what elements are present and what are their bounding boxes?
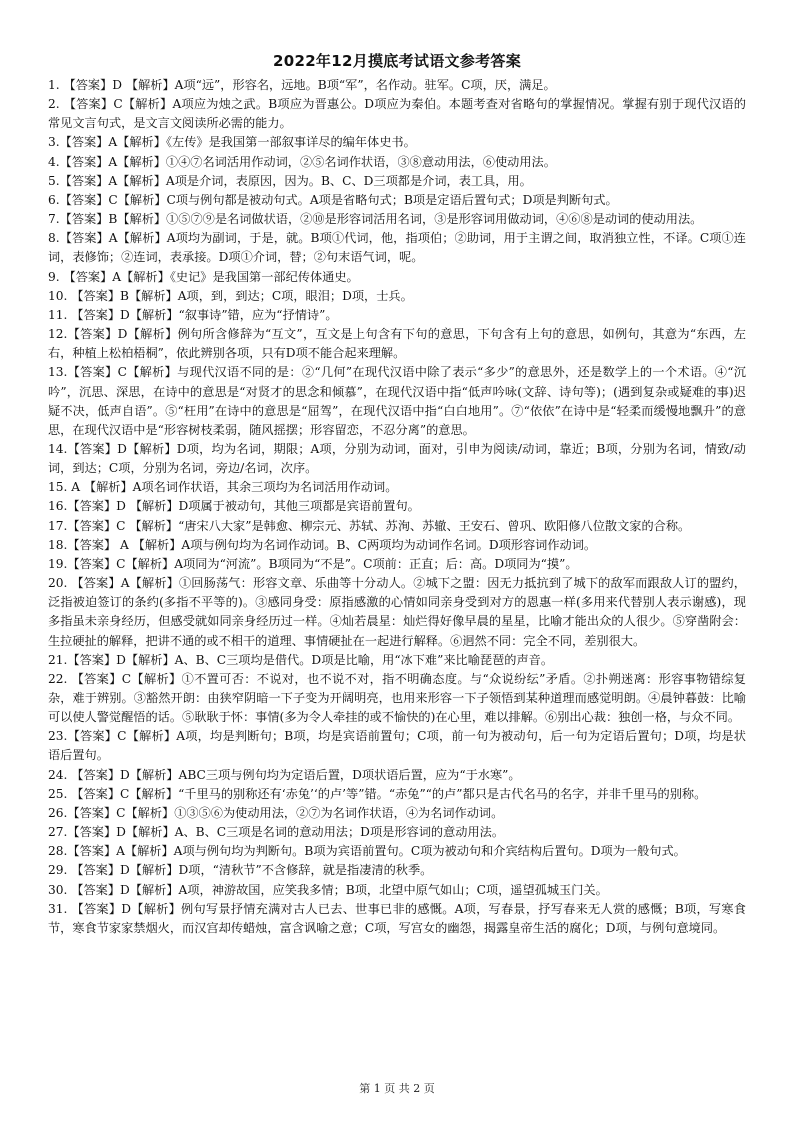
answer-item-4: 4.【答案】A【解析】①④⑦名词活用作动词，②⑤名词作状语，③⑧意动用法，⑥使动用法。 [48, 154, 556, 169]
answer-item-21: 21.【答案】D【解析】A、B、C三项均是借代。D项是比喻，用“冰下难”来比喻琵琶的声音。 [48, 652, 554, 667]
answer-item-22: 22. 【答案】C【解析】①不置可否：不说对，也不说不对，指不明确态度。与“众说纷纭”矛盾。②扑朔迷离：形容事物错综复杂，难于辨别。③豁然开朗：由狭窄阴暗一下子变为开阔明亮，也用来形容一下子领悟到某种道理而感觉明朗。④晨钟暮鼓：比喻可以使人警觉醒悟的话。⑤耿耿于怀：事情(多为令人牵挂的或不愉快的)在心里，难以排解。⑥别出心裁：独创一格，与众不同。 [48, 671, 746, 725]
answer-item-10: 10. 【答案】B【解析】A项，到，到达；C项，眼泪；D项，士兵。 [48, 288, 413, 303]
answer-item-31: 31. 【答案】D【解析】例句写景抒情充满对古人已去、世事已非的感慨。A项，写春景，抒写春来无人赏的感慨；B项，写寒食节，寒食节家家禁烟火，而汉宫却传蜡烛，富含讽喻之意；C项，写宫女的幽怨，揭露皇帝生活的腐化；D项，与例句意境同。 [48, 901, 746, 935]
answer-item-3: 3.【答案】A【解析】《左传》是我国第一部叙事详尽的编年体史书。 [48, 135, 416, 150]
answer-item-28: 28.【答案】A【解析】A项与例句均为判断句。B项为宾语前置句。C项为被动句和介宾结构后置句。D项为一般句式。 [48, 844, 686, 859]
answer-item-19: 19.【答案】C【解析】A项同为“河流”。B项同为“不是”。C项前：正直；后：高。D项同为“摸”。 [48, 556, 578, 571]
answer-item-5: 5.【答案】A【解析】A项是介词，表原因，因为。B、C、D三项都是介词，表工具，用。 [48, 173, 532, 188]
answer-item-13: 13.【答案】C【解析】与现代汉语不同的是：②“几何”在现代汉语中除了表示“多少”的意思外，还是数学上的一个术语。④“沉吟”，沉思、深思，在诗中的意思是“对贤才的思念和倾慕”，在现代汉语中指“低声吟咏(文辞、诗句等)；(遇到复杂或疑难的事)迟疑不决，低声自语”。⑤“枉用”在诗中的意思是“屈驾”，在现代汉语中指“白白地用”。⑦“依依”在诗中是“轻柔而缓慢地飘升”的意思，在现代汉语中是“形容树枝柔弱，随风摇摆；形容留恋，不忍分离”的意思。 [48, 365, 746, 437]
answer-item-27: 27.【答案】D【解析】A、B、C三项是名词的意动用法；D项是形容词的意动用法。 [48, 825, 505, 840]
answer-item-25: 25. 【答案】C【解析】“千里马的别称还有‘赤兔’‘的卢’等”错。“赤兔”“的卢”都只是古代名马的名字，并非千里马的别称。 [48, 786, 707, 801]
answer-item-16: 16.【答案】D 【解析】D项属于被动句，其他三项都是宾语前置句。 [48, 499, 420, 514]
answer-item-23: 23.【答案】C【解析】A项，均是判断句；B项，均是宾语前置句；C项，前一句为被动句，后一句为定语后置句；D项，均是状语后置句。 [48, 729, 746, 763]
answer-item-2: 2. 【答案】C【解析】A项应为烛之武。B项应为晋惠公。D项应为秦伯。本题考查对省略句的掌握情况。掌握有别于现代汉语的常见文言句式，是文言文阅读所必需的能力。 [48, 97, 746, 131]
answer-item-30: 30. 【答案】D【解析】A项，神游故国，应笑我多情；B项，北望中原气如山；C项，遥望孤城玉门关。 [48, 882, 608, 897]
answer-item-9: 9. 【答案】A【解析】《史记》是我国第一部纪传体通史。 [48, 269, 359, 284]
answer-item-20: 20. 【答案】A【解析】①回肠荡气：形容文章、乐曲等十分动人。②城下之盟：因无力抵抗到了城下的敌军而跟敌人订的盟约，泛指被迫签订的条约(多指不平等的)。③感同身受：原指感激的心情如同亲身受到对方的恩惠一样(多用来代替别人表示谢感)，现多指虽未亲身经历，但感受就如同亲身经历过一样。④灿若晨星：灿烂得好像早晨的星星，比喻才能出众的人很少。⑤穿凿附会：生拉硬扯的解释，把讲不通的或不相干的道理、事情硬扯在一起进行解释。⑥迥然不同：完全不同，差别很大。 [48, 576, 746, 648]
answer-item-17: 17.【答案】C 【解析】“唐宋八大家”是韩愈、柳宗元、苏轼、苏洵、苏辙、王安石、曾巩、欧阳修八位散文家的合称。 [48, 518, 691, 533]
answer-item-11: 11. 【答案】D【解析】“叙事诗”错，应为“抒情诗”。 [48, 307, 338, 322]
answer-item-12: 12.【答案】D【解析】例句所含修辞为“互文”，互文是上句含有下句的意思，下句含有上句的意思，如例句，其意为“东西，左右，种植上松柏梧桐”，依此辨别各项，只有D项不能合起来理解。 [48, 327, 746, 361]
answer-item-7: 7.【答案】B【解析】①⑤⑦⑨是名词做状语，②⑩是形容词活用名词，③是形容词用做动词，④⑥⑧是动词的使动用法。 [48, 212, 703, 227]
answer-item-26: 26.【答案】C【解析】①③⑤⑥为使动用法，②⑦为名词作状语，④为名词作动词。 [48, 805, 504, 820]
answer-item-1: 1. 【答案】D 【解析】A项“远”，形容名，远地。B项“军”，名作动。驻军。C项，厌，满足。 [48, 78, 556, 92]
answer-item-15: 15. A 【解析】A项名词作状语，其余三项均为名词活用作动词。 [48, 480, 398, 495]
answer-item-14: 14.【答案】D【解析】D项，均为名词，期限；A项，分别为动词，面对，引申为阅读/动词，靠近；B项，分别为名词，情致/动词，到达；C项，分别为名词，旁边/名词，次序。 [48, 441, 746, 476]
answer-list [48, 76, 746, 938]
answer-item-8: 8.【答案】A【解析】A项均为副词，于是，就。B项①代词，他，指项伯；②助词，用于主谓之间，取消独立性，不译。C项①连词，表修饰；②连词，表承接。D项①介词，替；②句末语气词，呢。 [48, 231, 746, 265]
answer-item-24: 24. 【答案】D【解析】ABC三项与例句均为定语后置，D项状语后置，应为“于水寒”。 [48, 767, 521, 782]
answer-item-6: 6.【答案】C【解析】C项与例句都是被动句式。A项是省略句式；B项是定语后置句式；D项是判断句式。 [48, 192, 618, 207]
page-title: 2022年12月摸底考试语文参考答案 [272, 52, 522, 70]
answer-item-18: 18.【答案】 A 【解析】A项与例句均为名词作动词。B、C两项均为动词作名词。D项形容词作动词。 [48, 537, 597, 552]
answer-item-29: 29. 【答案】D【解析】D项，“清秋节”不含修辞，就是指凄清的秋季。 [48, 863, 433, 878]
page-footer: 第 1 页 共 2 页 [359, 1082, 435, 1095]
